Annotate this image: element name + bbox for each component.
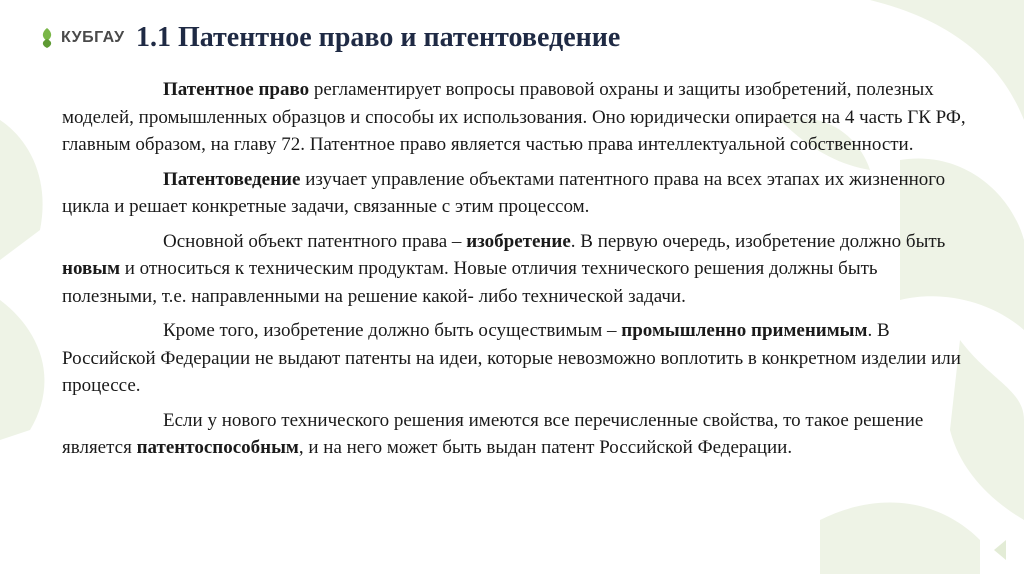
paragraph-3-text-c: . В первую очередь, изобретение должно быть bbox=[570, 230, 946, 252]
header bbox=[38, 14, 620, 62]
paragraph-3-text-e: и относиться к техническим продуктам. Новые отличия технического решения должны быть полезными, т.е. направленными на решение какой- либо технической задачи. bbox=[62, 258, 878, 307]
paragraph-5-text-a: Если у нового технического решения имеются все перечисленные свойства, то такое решение является bbox=[62, 409, 924, 458]
term-new: новым bbox=[62, 258, 121, 279]
logo-text: КУБГАУ bbox=[61, 29, 125, 46]
paragraph-3 bbox=[62, 228, 974, 311]
paragraph-2 bbox=[62, 166, 974, 221]
paragraph-2-text: изучает управление объектами патентного права на всех этапах их жизненного цикла и решает конкретные задачи, связанные с этим процессом. bbox=[62, 168, 946, 217]
paragraph-4-text-c: . В Российской Федерации не выдают патенты на идеи, которые невозможно воплотить в конкретном изделии или процессе. bbox=[62, 320, 961, 396]
corner-arrow-icon bbox=[994, 540, 1006, 560]
term-patentable: патентоспособным bbox=[136, 437, 299, 458]
slide-body bbox=[62, 76, 974, 469]
paragraph-1-text: регламентирует вопросы правовой охраны и защиты изобретений, полезных моделей, промышленных образцов и способы их использования. Оно юридически опирается на 4 часть ГК РФ, главным образом, на главу 72. Патентное право является частью права интеллектуальной собственности. bbox=[62, 79, 966, 155]
term-patent-studies: Патентоведение bbox=[163, 168, 301, 190]
logo bbox=[38, 27, 136, 49]
leaf-logo-icon bbox=[38, 27, 56, 49]
paragraph-5-text-c: , и на него может быть выдан патент Российской Федерации. bbox=[298, 437, 793, 458]
paragraph-3-text-a: Основной объект патентного права – bbox=[163, 230, 467, 252]
term-industrially-applicable: промышленно применимым bbox=[621, 320, 868, 341]
paragraph-4 bbox=[62, 317, 974, 400]
paragraph-5 bbox=[62, 407, 974, 462]
paragraph-1 bbox=[62, 76, 974, 159]
slide-title: 1.1 Патентное право и патентоведение bbox=[136, 22, 621, 53]
term-patent-law: Патентное право bbox=[163, 79, 310, 100]
paragraph-4-text-a: Кроме того, изобретение должно быть осуществимым – bbox=[163, 320, 622, 341]
term-invention: изобретение bbox=[466, 230, 571, 252]
